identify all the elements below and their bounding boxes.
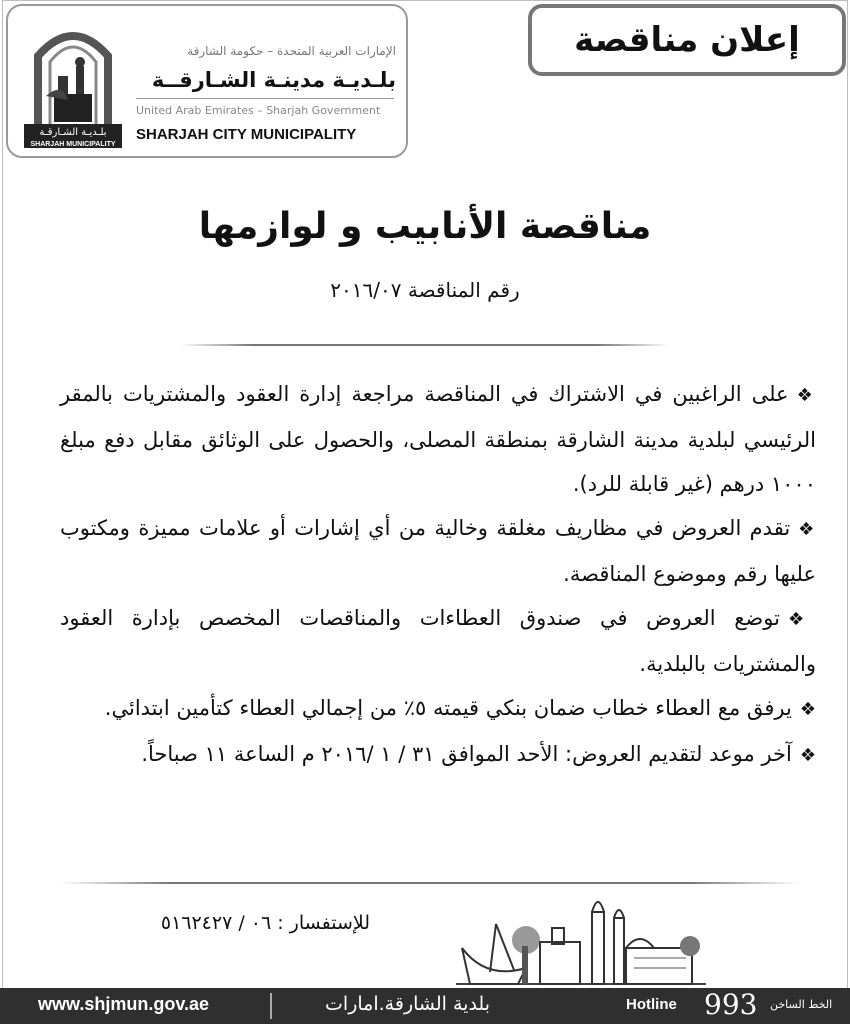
condition-item: ❖على الراغبين في الاشتراك في المناقصة مراجعة إدارة العقود والمشتريات بالمقر الرئيسي لبلدية مدينة الشارقة بمنطقة المصلى، والحصول على الوثائق مقابل دفع مبلغ ١٠٠٠ درهم (غير قابلة للرد). [60, 382, 816, 496]
hotline-number: 993 [704, 988, 758, 1021]
bullet-icon: ❖ [798, 519, 817, 540]
hotline-arabic-label: الخط الساخن [770, 998, 833, 1011]
condition-item: ❖توضع العروض في صندوق العطاءات والمناقصات المخصص بإدارة العقود والمشتريات بالبلدية. [60, 606, 817, 676]
bullet-icon: ❖ [799, 699, 816, 720]
condition-item: ❖آخر موعد لتقديم العروض: الأحد الموافق ٣١ / ١ /٢٠١٦ م الساعة ١١ صباحاً. [141, 742, 816, 766]
emblem-english-text: SHARJAH MUNICIPALITY [30, 141, 116, 148]
tender-conditions [60, 372, 816, 778]
hotline-label: Hotline [626, 996, 677, 1013]
announcement-title: إعلان مناقصة [574, 20, 800, 60]
condition-item: ❖تقدم العروض في مظاريف مغلقة وخالية من أي إشارات أو علامات مميزة ومكتوب عليها رقم وموضوع المناقصة. [60, 516, 817, 586]
footer-bar [0, 988, 850, 1024]
announcement-tab [528, 4, 846, 76]
sharjah-municipality-emblem-icon [18, 16, 128, 150]
government-arabic: الإمارات العربية المتحدة – حكومة الشارقة [187, 44, 396, 58]
divider-bottom [60, 882, 800, 884]
municipality-arabic: بلـديـة مدينـة الشـارقــة [151, 68, 396, 92]
government-english: United Arab Emirates – Sharjah Government [136, 104, 381, 117]
city-skyline-illustration-icon [456, 888, 706, 988]
website-link[interactable]: www.shjmun.gov.ae [38, 994, 210, 1014]
municipality-english: SHARJAH CITY MUNICIPALITY [136, 126, 357, 143]
bullet-icon: ❖ [796, 385, 816, 406]
emblem-arabic-text: بلـديـة الشـارقـة [39, 127, 107, 138]
condition-item: ❖يرفق مع العطاء خطاب ضمان بنكي قيمته ٥٪ من إجمالي العطاء كتأمين ابتدائي. [104, 696, 816, 720]
bullet-icon: ❖ [787, 609, 817, 630]
tender-title: مناقصة الأنابيب و لوازمها [198, 206, 652, 247]
logo-divider [136, 98, 394, 99]
tender-number: رقم المناقصة ٢٠١٦/٠٧ [330, 278, 520, 302]
municipality-logo-box [6, 4, 408, 158]
bullet-icon: ❖ [799, 745, 816, 766]
footer-city-label: بلدية الشارقة.امارات [325, 993, 490, 1015]
inquiry-phone: للإستفسار : ٠٦ / ٥١٦٢٤٢٧ [160, 912, 370, 934]
footer-separator [270, 993, 272, 1019]
divider-top [180, 344, 670, 346]
